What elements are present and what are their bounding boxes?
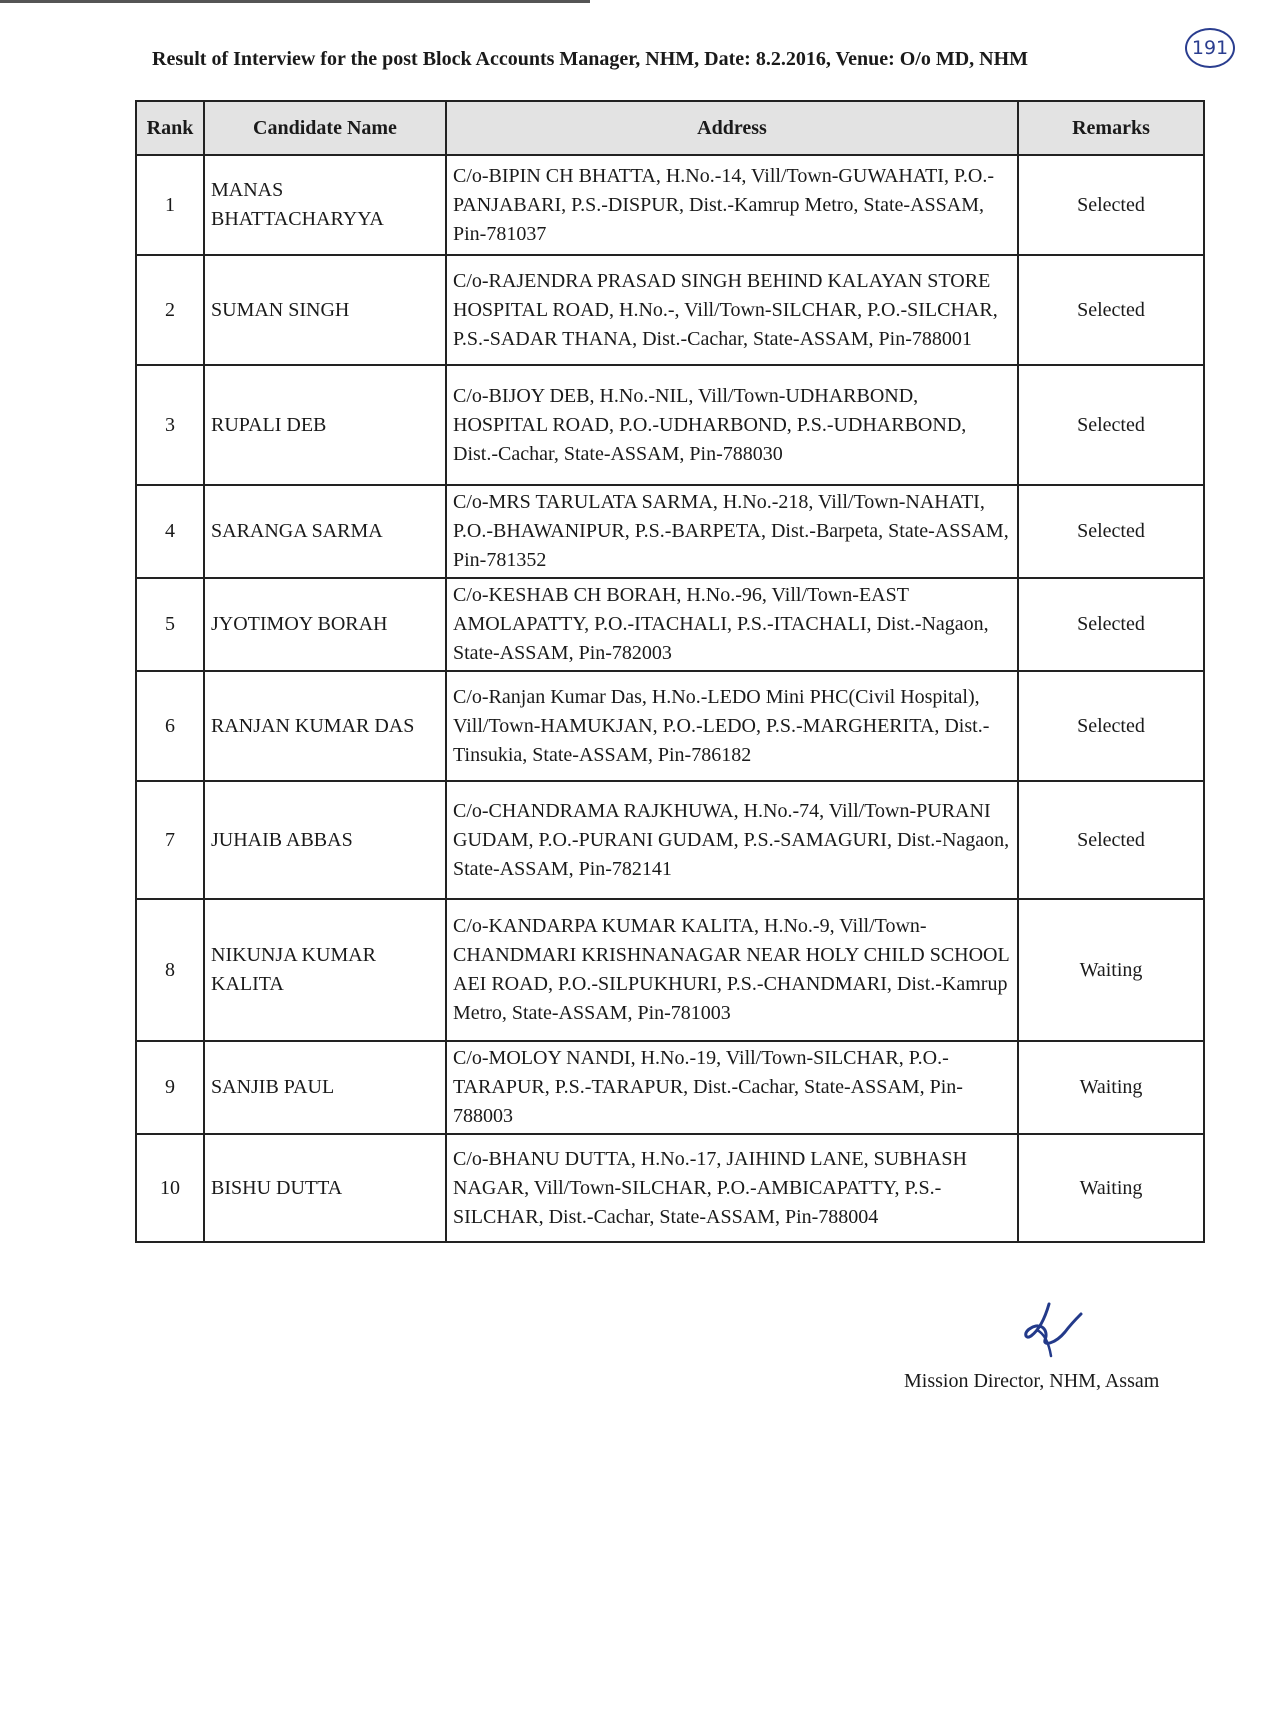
rank-cell: 4 bbox=[136, 485, 204, 578]
address-cell: C/o-KESHAB CH BORAH, H.No.-96, Vill/Town-EAST AMOLAPATTY, P.O.-ITACHALI, P.S.-ITACHALI, Dist.-Nagaon, State-ASSAM, Pin-782003 bbox=[446, 578, 1018, 671]
table-row bbox=[136, 255, 1204, 365]
remarks-cell: Waiting bbox=[1018, 1134, 1204, 1242]
table-row bbox=[136, 578, 1204, 671]
results-table bbox=[135, 100, 1205, 1243]
table-row bbox=[136, 781, 1204, 899]
remarks-cell: Selected bbox=[1018, 485, 1204, 578]
column-header-rank: Rank bbox=[136, 101, 204, 155]
address-cell: C/o-MOLOY NANDI, H.No.-19, Vill/Town-SILCHAR, P.O.-TARAPUR, P.S.-TARAPUR, Dist.-Cachar, State-ASSAM, Pin-788003 bbox=[446, 1041, 1018, 1134]
column-header-candidate-name: Candidate Name bbox=[204, 101, 446, 155]
rank-cell: 9 bbox=[136, 1041, 204, 1134]
page-number-stamp bbox=[1185, 28, 1235, 68]
candidate-name-cell: RUPALI DEB bbox=[204, 365, 446, 485]
signatory-caption: Mission Director, NHM, Assam bbox=[904, 1370, 1160, 1392]
rank-cell: 10 bbox=[136, 1134, 204, 1242]
candidate-name-cell: SANJIB PAUL bbox=[204, 1041, 446, 1134]
table-header-row bbox=[136, 101, 1204, 155]
address-cell: C/o-BHANU DUTTA, H.No.-17, JAIHIND LANE, SUBHASH NAGAR, Vill/Town-SILCHAR, P.O.-AMBICAPATTY, P.S.-SILCHAR, Dist.-Cachar, State-ASSAM, Pin-788004 bbox=[446, 1134, 1018, 1242]
address-cell: C/o-RAJENDRA PRASAD SINGH BEHIND KALAYAN STORE HOSPITAL ROAD, H.No.-, Vill/Town-SILCHAR, P.O.-SILCHAR, P.S.-SADAR THANA, Dist.-Cachar, State-ASSAM, Pin-788001 bbox=[446, 255, 1018, 365]
column-header-remarks: Remarks bbox=[1018, 101, 1204, 155]
address-cell: C/o-Ranjan Kumar Das, H.No.-LEDO Mini PHC(Civil Hospital), Vill/Town-HAMUKJAN, P.O.-LEDO, P.S.-MARGHERITA, Dist.-Tinsukia, State-ASSAM, Pin-786182 bbox=[446, 671, 1018, 781]
signature-mark bbox=[1015, 1300, 1085, 1360]
table-row bbox=[136, 1134, 1204, 1242]
remarks-cell: Selected bbox=[1018, 671, 1204, 781]
table-row bbox=[136, 365, 1204, 485]
remarks-cell: Waiting bbox=[1018, 899, 1204, 1041]
top-border-line bbox=[0, 0, 590, 3]
candidate-name-cell: SUMAN SINGH bbox=[204, 255, 446, 365]
table-row bbox=[136, 485, 1204, 578]
page-number: 191 bbox=[1191, 37, 1229, 59]
remarks-cell: Selected bbox=[1018, 155, 1204, 255]
address-cell: C/o-KANDARPA KUMAR KALITA, H.No.-9, Vill/Town-CHANDMARI KRISHNANAGAR NEAR HOLY CHILD SCHOOL AEI ROAD, P.O.-SILPUKHURI, P.S.-CHANDMARI, Dist.-Kamrup Metro, State-ASSAM, Pin-781003 bbox=[446, 899, 1018, 1041]
candidate-name-cell: RANJAN KUMAR DAS bbox=[204, 671, 446, 781]
remarks-cell: Selected bbox=[1018, 781, 1204, 899]
remarks-cell: Selected bbox=[1018, 365, 1204, 485]
address-cell: C/o-MRS TARULATA SARMA, H.No.-218, Vill/Town-NAHATI, P.O.-BHAWANIPUR, P.S.-BARPETA, Dist.-Barpeta, State-ASSAM, Pin-781352 bbox=[446, 485, 1018, 578]
remarks-cell: Selected bbox=[1018, 255, 1204, 365]
column-header-address: Address bbox=[446, 101, 1018, 155]
rank-cell: 5 bbox=[136, 578, 204, 671]
rank-cell: 2 bbox=[136, 255, 204, 365]
rank-cell: 6 bbox=[136, 671, 204, 781]
rank-cell: 3 bbox=[136, 365, 204, 485]
page-title: Result of Interview for the post Block Accounts Manager, NHM, Date: 8.2.2016, Venue: O/o MD, NHM bbox=[152, 48, 1029, 70]
candidate-name-cell: JUHAIB ABBAS bbox=[204, 781, 446, 899]
candidate-name-cell: BISHU DUTTA bbox=[204, 1134, 446, 1242]
candidate-name-cell: JYOTIMOY BORAH bbox=[204, 578, 446, 671]
table-row bbox=[136, 899, 1204, 1041]
table-body bbox=[136, 155, 1204, 1242]
address-cell: C/o-CHANDRAMA RAJKHUWA, H.No.-74, Vill/Town-PURANI GUDAM, P.O.-PURANI GUDAM, P.S.-SAMAGURI, Dist.-Nagaon, State-ASSAM, Pin-782141 bbox=[446, 781, 1018, 899]
table-row bbox=[136, 1041, 1204, 1134]
rank-cell: 7 bbox=[136, 781, 204, 899]
rank-cell: 8 bbox=[136, 899, 204, 1041]
address-cell: C/o-BIJOY DEB, H.No.-NIL, Vill/Town-UDHARBOND, HOSPITAL ROAD, P.O.-UDHARBOND, P.S.-UDHARBOND, Dist.-Cachar, State-ASSAM, Pin-788030 bbox=[446, 365, 1018, 485]
remarks-cell: Waiting bbox=[1018, 1041, 1204, 1134]
rank-cell: 1 bbox=[136, 155, 204, 255]
remarks-cell: Selected bbox=[1018, 578, 1204, 671]
address-cell: C/o-BIPIN CH BHATTA, H.No.-14, Vill/Town-GUWAHATI, P.O.-PANJABARI, P.S.-DISPUR, Dist.-Kamrup Metro, State-ASSAM, Pin-781037 bbox=[446, 155, 1018, 255]
table-row bbox=[136, 155, 1204, 255]
table-row bbox=[136, 671, 1204, 781]
candidate-name-cell: NIKUNJA KUMAR KALITA bbox=[204, 899, 446, 1041]
candidate-name-cell: SARANGA SARMA bbox=[204, 485, 446, 578]
candidate-name-cell: MANAS BHATTACHARYYA bbox=[204, 155, 446, 255]
